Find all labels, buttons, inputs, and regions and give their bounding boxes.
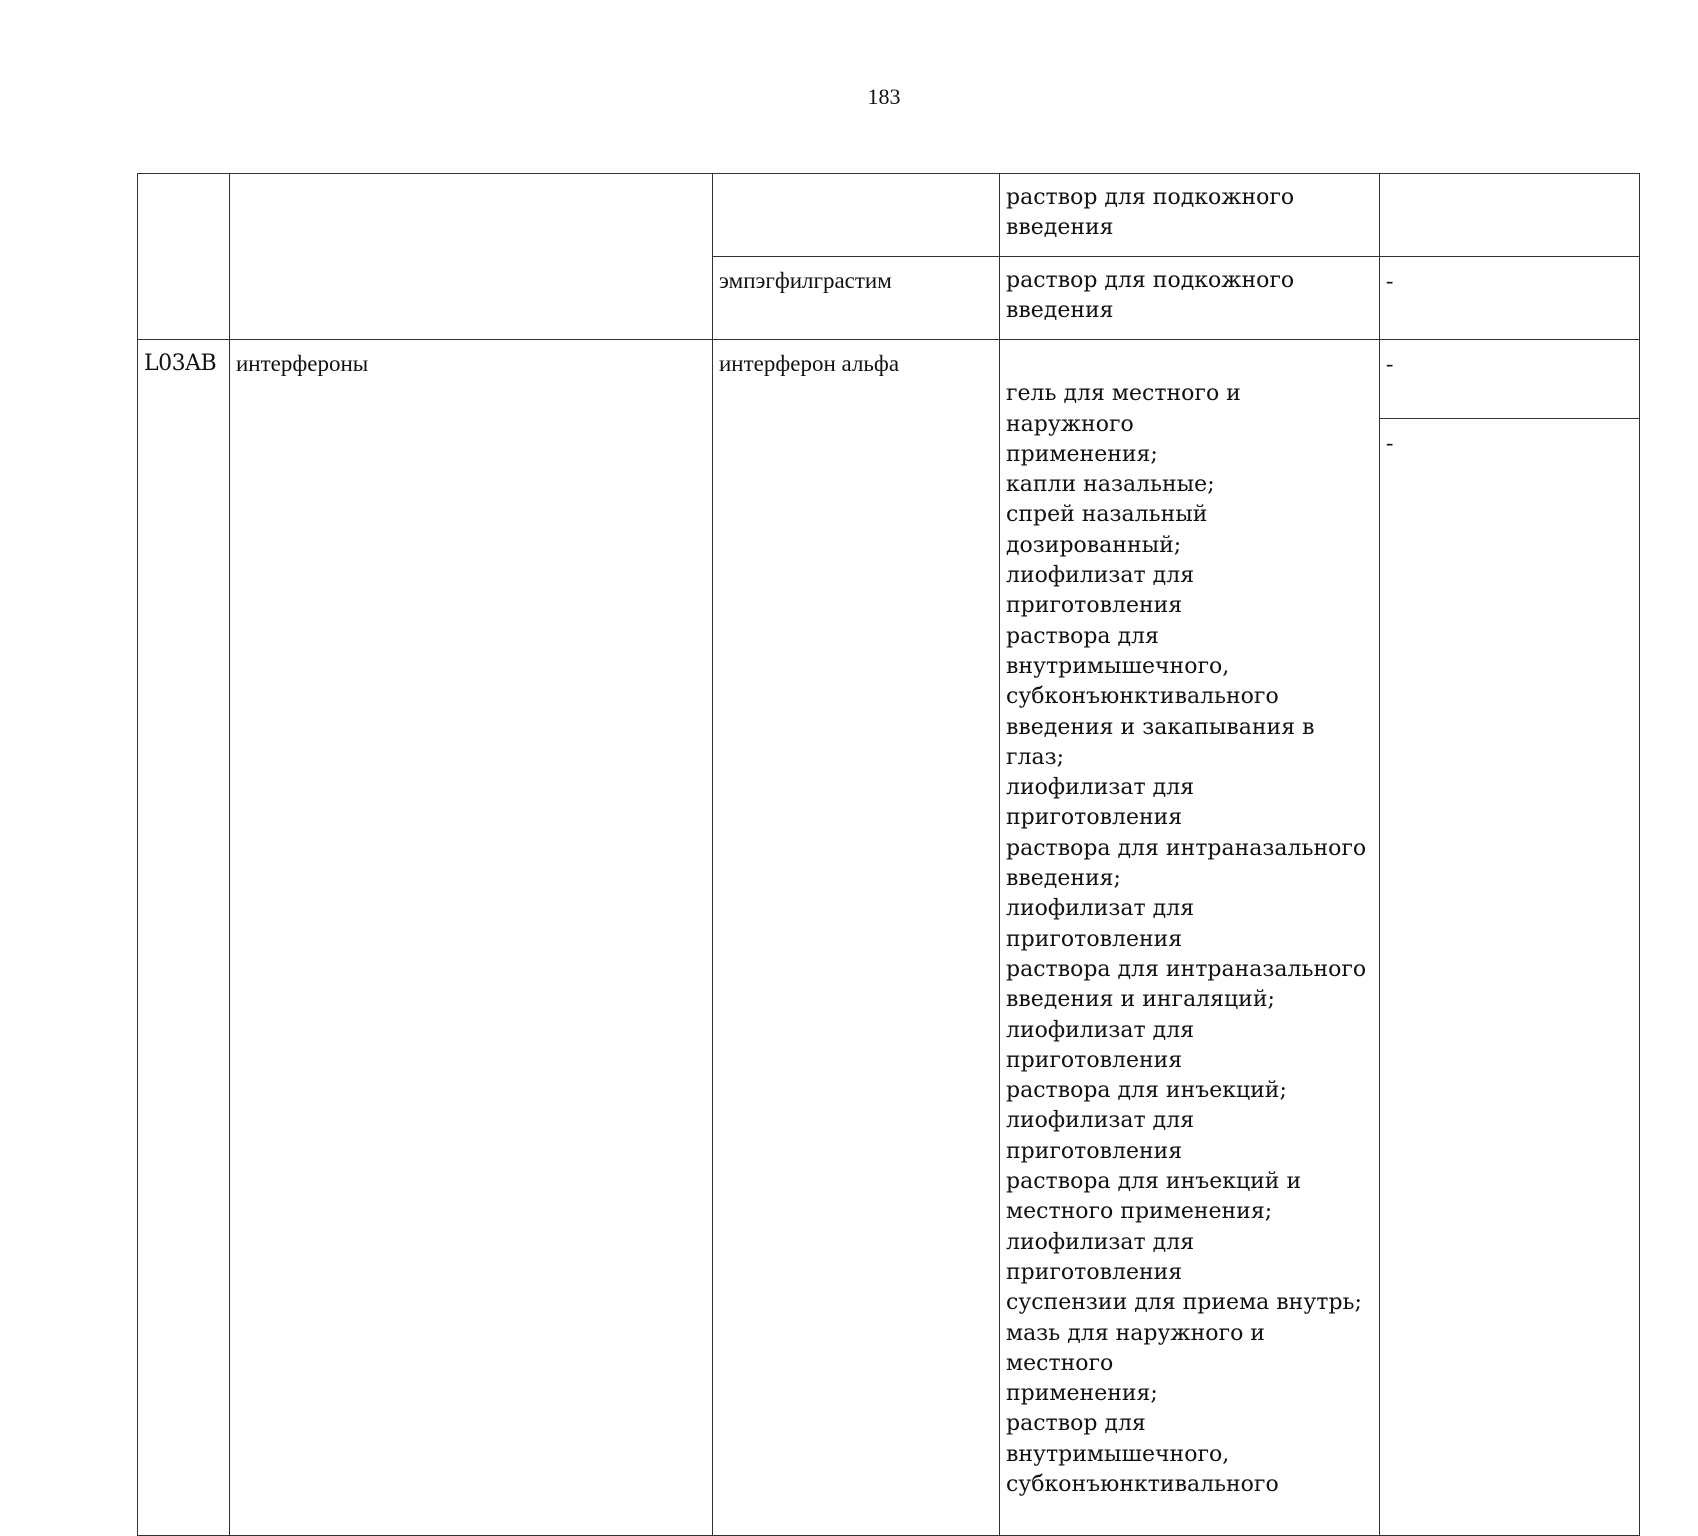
dosage-form-line: капли назальные; [1006,472,1215,498]
drug-table [137,173,1640,1536]
dosage-form-line: лиофилизат для приготовления [1006,563,1195,619]
dosage-form-line: местного применения; [1006,1199,1273,1225]
drug-cell [713,174,1000,257]
dosage-form-line: лиофилизат для приготовления [1006,775,1195,831]
dosage-form-line: спрей назальный дозированный; [1006,502,1208,558]
group-cell: интерфероны [230,340,713,1536]
dosage-form-line: раствор для внутримышечного, [1006,1411,1230,1467]
dosage-form-line: применения; [1006,1381,1158,1407]
note-cell: - [1380,257,1640,340]
dosage-form-line: лиофилизат для приготовления [1006,1229,1195,1285]
dosage-form-cell: раствор для подкожного введения [1000,257,1380,340]
dosage-form-line: гель для местного и наружного [1006,381,1241,437]
note-cell [1380,174,1640,257]
dosage-form-line: введения; [1006,866,1121,892]
drug-cell: интерферон альфа [713,340,1000,1536]
drug-cell: эмпэгфилграстим [713,257,1000,340]
atc-code-cell: L03AB [138,340,230,1536]
table-row [138,340,1640,419]
dosage-form-line: субконъюнктивального [1006,1471,1279,1497]
dosage-form-line: суспензии для приема внутрь; [1006,1290,1362,1316]
dosage-form-line: мазь для наружного и местного [1006,1320,1265,1376]
dosage-form-line: введения и закапывания в глаз; [1006,714,1315,770]
dosage-form-list [1006,379,1373,1500]
dosage-form-line: раствора для инъекций; [1006,1078,1287,1104]
dosage-form-cell: раствор для подкожного введения [1000,174,1380,257]
table-row [138,174,1640,257]
dosage-form-line: лиофилизат для приготовления [1006,1017,1195,1073]
dosage-form-line: раствора для инъекций и [1006,1169,1302,1195]
atc-code-cell [138,174,230,340]
note-cell: - [1380,419,1640,1535]
dosage-form-line: лиофилизат для приготовления [1006,896,1195,952]
dosage-form-line: применения; [1006,441,1158,467]
note-cell: - [1380,340,1640,419]
dosage-form-line: лиофилизат для приготовления [1006,1108,1195,1164]
dosage-form-line: субконъюнктивального [1006,684,1279,710]
dosage-form-cell [1000,340,1380,1536]
group-cell [230,174,713,340]
dosage-form-line: введения и ингаляций; [1006,987,1275,1013]
dosage-form-line: раствора для интраназального [1006,835,1367,861]
dosage-form-line: раствора для интраназального [1006,956,1367,982]
dosage-form-line: раствора для внутримышечного, [1006,623,1230,679]
page-number: 183 [867,84,901,109]
